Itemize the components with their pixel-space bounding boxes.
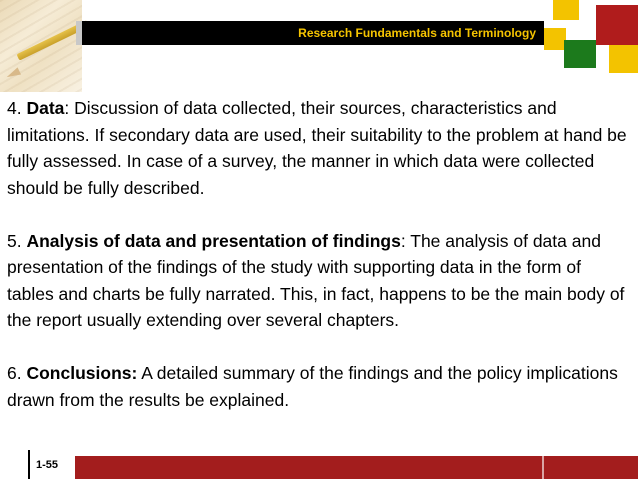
title-bar (82, 21, 544, 45)
footer-divider (28, 450, 30, 479)
slide-body (7, 95, 632, 413)
item-conclusions (7, 360, 632, 413)
item-separator: : (64, 98, 70, 118)
decor-square-yellow-mid (544, 28, 566, 50)
item-text: Discussion of data collected, their sources, characteristics and limitations. If secondary data are used, their suitability to the problem at hand be fully assessed. In case of a survey, the manner in which data were collected should be fully described. (7, 98, 627, 198)
item-analysis (7, 228, 632, 334)
footer-bar-divider (542, 456, 544, 479)
item-term: Data (26, 98, 65, 118)
header-title: Research Fundamentals and Terminology (298, 26, 536, 40)
item-term: Analysis of data and presentation of findings (26, 230, 401, 251)
item-term: Conclusions: (26, 363, 138, 383)
decor-square-red (596, 5, 638, 45)
paragraph-gap (7, 334, 632, 361)
decor-square-yellow-top (553, 0, 579, 20)
item-number: 5. (7, 230, 22, 251)
paragraph-gap (7, 201, 632, 228)
item-text: A detailed summary of the findings and the policy implications drawn from the results be explained. (7, 363, 618, 410)
item-number: 4. (7, 98, 22, 118)
page-number: 1-55 (36, 459, 59, 471)
footer-bar (75, 456, 638, 479)
item-data (7, 95, 632, 201)
decor-square-green (564, 40, 596, 68)
item-separator: : (400, 230, 406, 251)
paper-pencil-photo (0, 0, 82, 92)
item-number: 6. (7, 363, 22, 383)
item-text: The analysis of data and presentation of the findings of the study with supporting data in the form of tables and charts be fully narrated. This, in fact, happens to be the main body of the report usually extending over several chapters. (7, 230, 625, 330)
decor-square-yellow-bottom (609, 45, 638, 73)
